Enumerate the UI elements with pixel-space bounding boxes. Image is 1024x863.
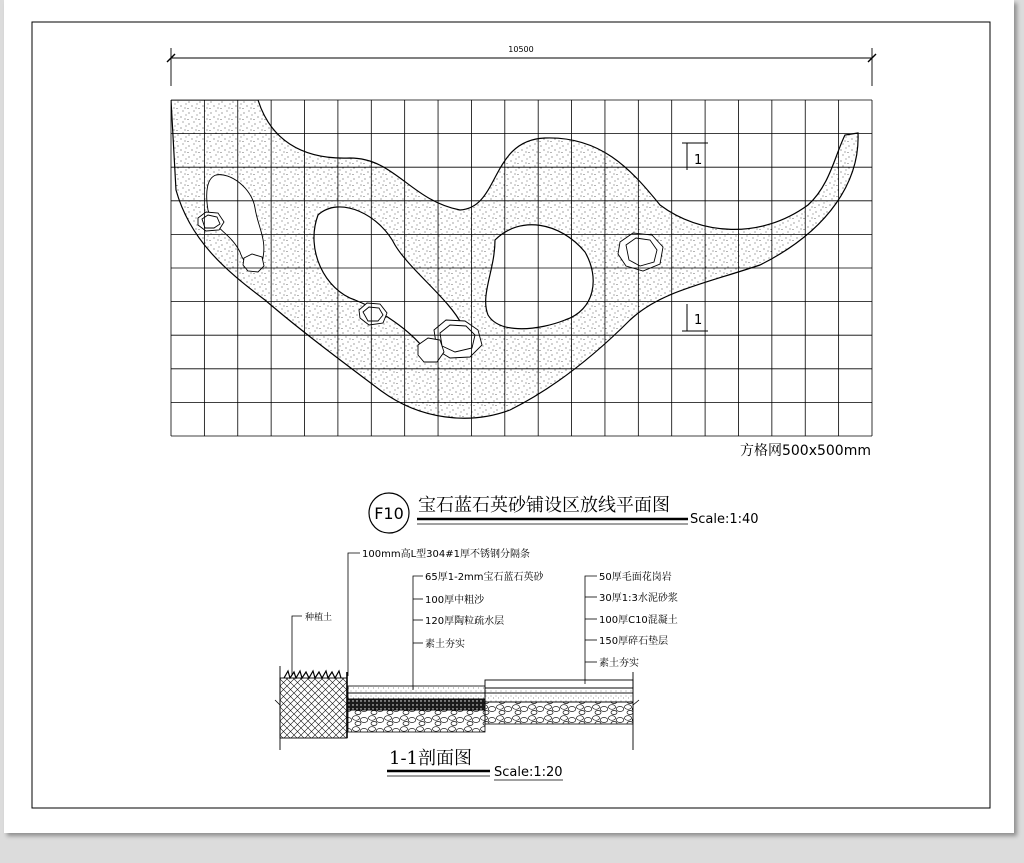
compacted-soil-layer: [348, 710, 485, 732]
label-granite: 50厚毛面花岗岩: [599, 572, 672, 583]
dimension-value: 10500: [508, 45, 534, 54]
planting-soil-block: [280, 678, 347, 738]
label-mortar: 30厚1:3水泥砂浆: [599, 593, 678, 604]
grid-note: 方格网500x500mm: [739, 443, 871, 459]
mortar-layer: [485, 688, 633, 693]
boulder: [243, 254, 264, 272]
section-title: 1-1剖面图: [389, 748, 472, 769]
grass-symbol: [284, 671, 341, 678]
label-divider: 100mm高L型304#1厚不锈钢分隔条: [362, 549, 530, 560]
label-concrete: 100厚C10混凝土: [599, 615, 678, 626]
ceramsite-layer: [348, 699, 485, 710]
quartz-sand-layer: [348, 686, 485, 693]
plan-title: 宝石蓝石英砂铺设区放线平面图: [418, 495, 670, 516]
sand-paving-area: [171, 100, 858, 418]
granite-layer: [485, 680, 633, 688]
section-marker-label: 1: [694, 153, 703, 168]
label-quartz-sand: 65厚1-2mm宝石蓝石英砂: [425, 572, 544, 583]
label-compacted-soil-left: 素土夯实: [425, 639, 465, 650]
plan-scale: Scale:1:40: [690, 512, 759, 527]
section-scale: Scale:1:20: [494, 765, 563, 780]
section-marker-label: 1: [694, 313, 703, 328]
label-gravel: 150厚碎石垫层: [599, 636, 669, 647]
label-coarse-sand: 100厚中粗沙: [425, 595, 485, 606]
detail-id: F10: [374, 504, 404, 523]
concrete-layer: [485, 693, 633, 702]
label-compacted-soil-right: 素土夯实: [599, 658, 639, 669]
coarse-sand-layer: [348, 693, 485, 699]
label-ceramsite: 120厚陶粒疏水层: [425, 616, 505, 627]
label-planting-soil: 种植土: [305, 613, 333, 623]
gravel-layer: [485, 702, 633, 724]
